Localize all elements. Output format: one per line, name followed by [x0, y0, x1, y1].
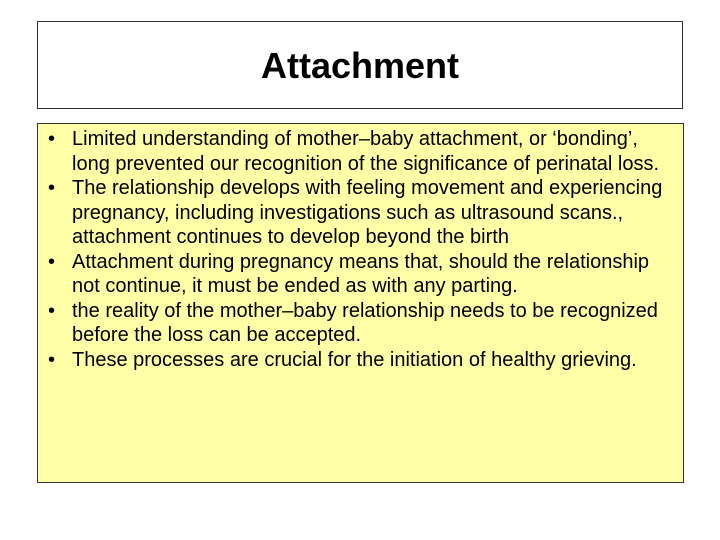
bullet-list: [38, 127, 678, 372]
slide-title: Attachment: [260, 45, 460, 86]
bullet-text: the reality of the mother–baby relationship needs to be recognized before the loss can be accepted.: [72, 299, 658, 346]
bullet-item: [38, 348, 678, 373]
bullet-text: Limited understanding of mother–baby attachment, or ‘bonding’, long prevented our recognition of the significance of perinatal loss.: [72, 128, 660, 175]
bullet-item: [38, 127, 678, 176]
content-box: [37, 123, 684, 483]
bullet-item: [38, 176, 678, 250]
bullet-dot: •: [48, 299, 56, 322]
bullet-text: Attachment during pregnancy means that, should the relationship not continue, it must be ended as with any parting.: [72, 250, 650, 297]
bullet-text: The relationship develops with feeling movement and experiencing pregnancy, including investigations such as ultrasound scans., attachment continues to develop beyond the birth: [72, 177, 663, 248]
bullet-dot: •: [48, 128, 56, 150]
bullet-text: These processes are crucial for the initiation of healthy grieving.: [72, 348, 637, 371]
bullet-dot: •: [48, 348, 56, 371]
bullet-dot: •: [48, 250, 56, 273]
bullet-dot: •: [48, 177, 56, 199]
bullet-item: [38, 299, 678, 348]
bullet-item: [38, 250, 678, 299]
title-box: [37, 21, 683, 109]
